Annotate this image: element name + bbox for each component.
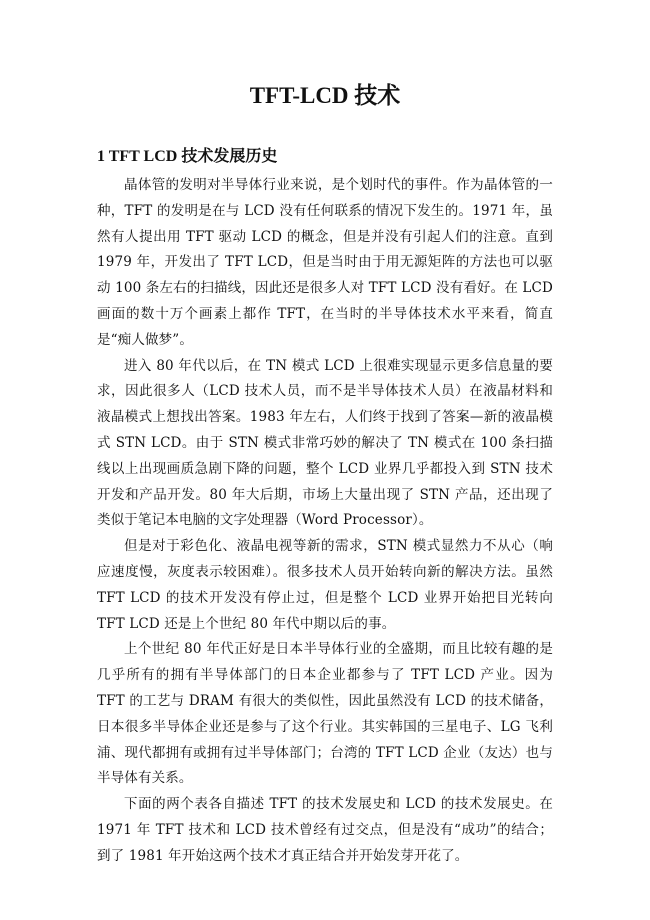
paragraph: 但是对于彩色化、液晶电视等新的需求，STN 模式显然力不从心（响应速度慢，灰度表示较困难）。很多技术人员开始转向新的解决方法。虽然 TFT LCD 的技术开发没有停止过，但是整个 LCD 业界开始把目光转向 TFT LCD 还是上个世纪 80 年代中期以后的事。: [97, 538, 553, 632]
section-heading: 1 TFT LCD 技术发展历史: [97, 148, 278, 165]
paragraph: 晶体管的发明对半导体行业来说，是个划时代的事件。作为晶体管的一种，TFT 的发明是在与 LCD 没有任何联系的情况下发生的。1971 年，虽然有人提出用 TFT 驱动 LCD 的概念，但是并没有引起人们的注意。直到 1979 年，开发出了 TFT LCD，但是当时由于用无源矩阵的方法也可以驱动 100 条左右的扫描线，因此还是很多人对 TFT LCD 没有看好。在 LCD 画面的数十万个画素上都作 TFT，在当时的半导体技术水平来看，简直是“痴人做梦”。: [97, 177, 553, 348]
paragraph: 进入 80 年代以后，在 TN 模式 LCD 上很难实现显示更多信息量的要求，因此很多人（LCD 技术人员，而不是半导体技术人员）在液晶材料和液晶模式上想找出答案。1983 年左右，人们终于找到了答案—新的液晶模式 STN LCD。由于 STN 模式非常巧妙的解决了 TN 模式在 100 条扫描线以上出现画质急剧下降的问题，整个 LCD 业界几乎都投入到 STN 技术开发和产品开发。80 年大后期，市场上大量出现了 STN 产品，还出现了类似于笔记本电脑的文字处理器（Word Processor）。: [97, 357, 553, 529]
document-title: TFT-LCD 技术: [249, 83, 401, 108]
body-text: [97, 173, 553, 870]
paragraph: 上个世纪 80 年代正好是日本半导体行业的全盛期，而且比较有趣的是几乎所有的拥有半导体部门的日本企业都参与了 TFT LCD 产业。因为 TFT 的工艺与 DRAM 有很大的类似性，因此虽然没有 LCD 的技术储备，日本很多半导体企业还是参与了这个行业。其实韩国的三星电子、LG 飞利浦、现代都拥有或拥有过半导体部门；台湾的 TFT LCD 企业（友达）也与半导体有关系。: [97, 641, 553, 787]
paragraph: 下面的两个表各自描述 TFT 的技术发展史和 LCD 的技术发展史。在 1971 年 TFT 技术和 LCD 技术曾经有过交点，但是没有“成功”的结合；到了 1981 年开始这两个技术才真正结合并开始发芽开花了。: [97, 796, 553, 864]
